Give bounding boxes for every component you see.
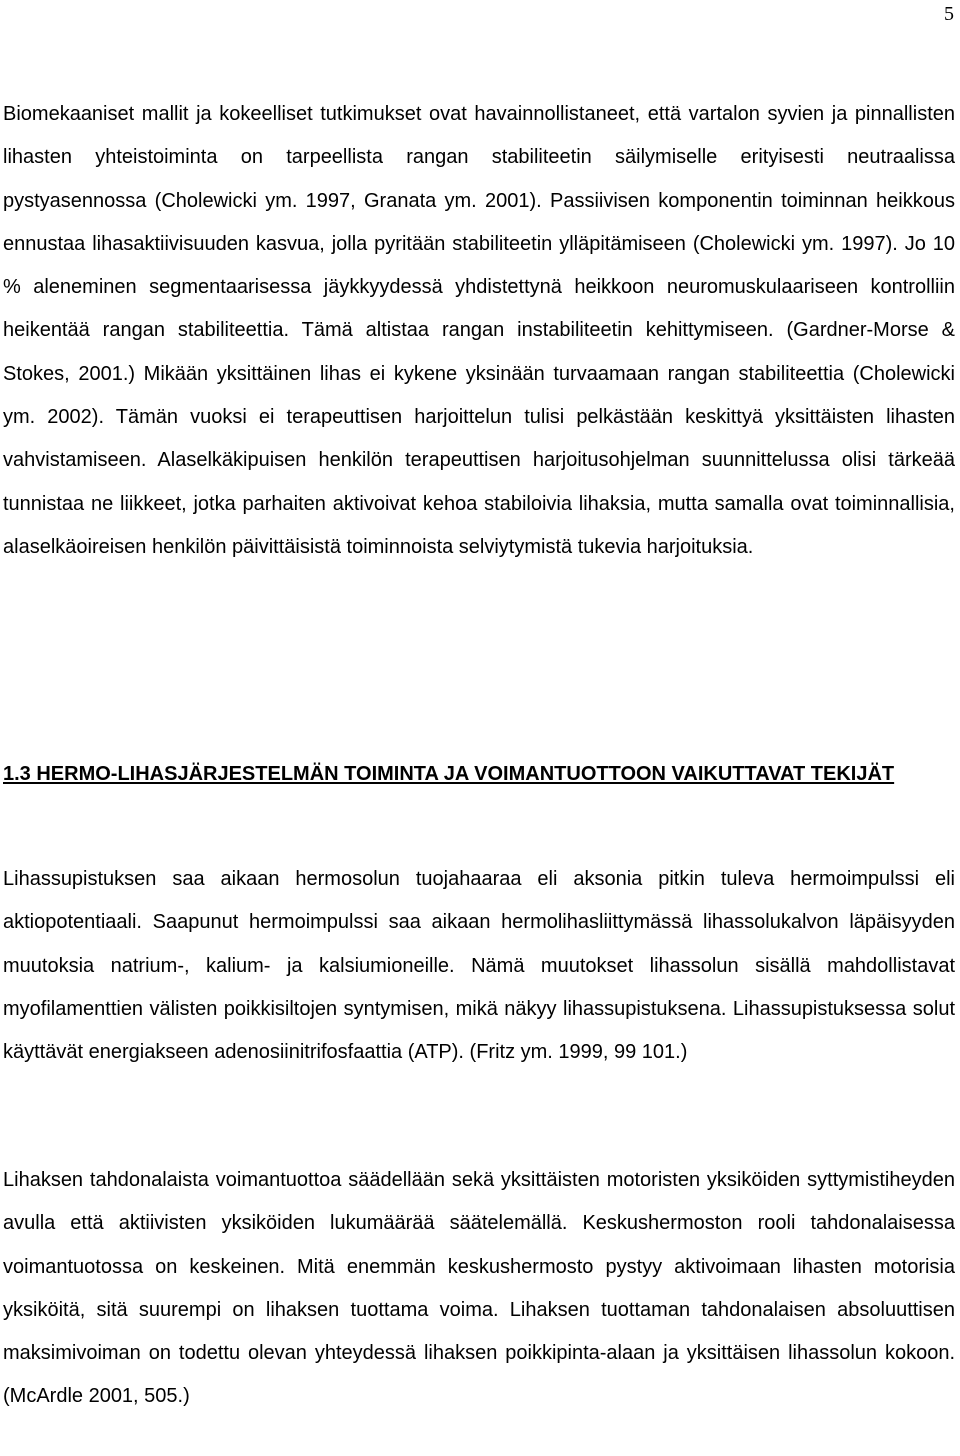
paragraph-stability: Biomekaaniset mallit ja kokeelliset tutkimukset ovat havainnollistaneet, että vartalon syvien ja pinnallisten lihasten yhteistoiminta on tarpeellista rangan stabiliteetin säilymiselle erityisesti neutraalissa pystyasennossa (Cholewicki ym. 1997, Granata ym. 2001). Passiivisen komponentin toiminnan heikkous ennustaa lihasaktiivisuuden kasvua, jolla pyritään stabiliteetin ylläpitämiseen (Cholewicki ym. 1997). Jo 10 % aleneminen segmentaarisessa jäykkyydessä yhdistettynä heikkoon neuromuskulaariseen kontrolliin heikentää rangan stabiliteettia. Tämä altistaa rangan instabiliteetin kehittymiseen. (Gardner-Morse & Stokes, 2001.) Mikään yksittäinen lihas ei kykene yksinään turvaamaan rangan stabiliteettia (Cholewicki ym. 2002). Tämän vuoksi ei terapeuttisen harjoittelun tulisi pelkästään keskittyä yksittäisten lihasten vahvistamiseen. Alaselkäkipuisen henkilön terapeuttisen harjoitusohjelman suunnittelussa olisi tärkeää tunnistaa ne liikkeet, jotka parhaiten aktivoivat kehoa stabiloivia lihaksia, mutta samalla ovat toiminnallisia, alaselkäoireisen henkilön päivittäisistä toiminnoista selviytymistä tukevia harjoituksia.	[3, 103, 955, 558]
paragraph-muscle-contraction: Lihassupistuksen saa aikaan hermosolun tuojahaaraa eli aksonia pitkin tuleva hermoimpulssi eli aktiopotentiaali. Saapunut hermoimpulssi saa aikaan hermolihasliittymässä lihassolukalvon läpäisyyden muutoksia natrium-, kalium- ja kalsiumioneille. Nämä muutokset lihassolun sisällä mahdollistavat myofilamenttien välisten poikkisiltojen syntymisen, mikä näkyy lihassupistuksena. Lihassupistuksessa solut käyttävät energiakseen adenosiinitrifosfaattia (ATP). (Fritz ym. 1999, 99 101.)	[3, 868, 955, 1064]
paragraph-voluntary-force: Lihaksen tahdonalaista voimantuottoa säädellään sekä yksittäisten motoristen yksiköiden syttymistiheyden avulla että aktiivisten yksiköiden lukumäärää säätelemällä. Keskushermoston rooli tahdonalaisessa voimantuotossa on keskeinen. Mitä enemmän keskushermosto pystyy aktivoimaan lihasten motorisia yksiköitä, sitä suurempi on lihaksen tuottama voima. Lihaksen tuottaman tahdonalaisen absoluuttisen maksimivoiman on todettu olevan yhteydessä lihaksen poikkipinta-alaan ja yksittäisen lihassolun kokoon. (McArdle 2001, 505.)	[3, 1169, 955, 1408]
section-heading: 1.3 HERMO-LIHASJÄRJESTELMÄN TOIMINTA JA VOIMANTUOTTOON VAIKUTTAVAT TEKIJÄT	[3, 763, 895, 785]
page-number: 5	[944, 3, 954, 25]
